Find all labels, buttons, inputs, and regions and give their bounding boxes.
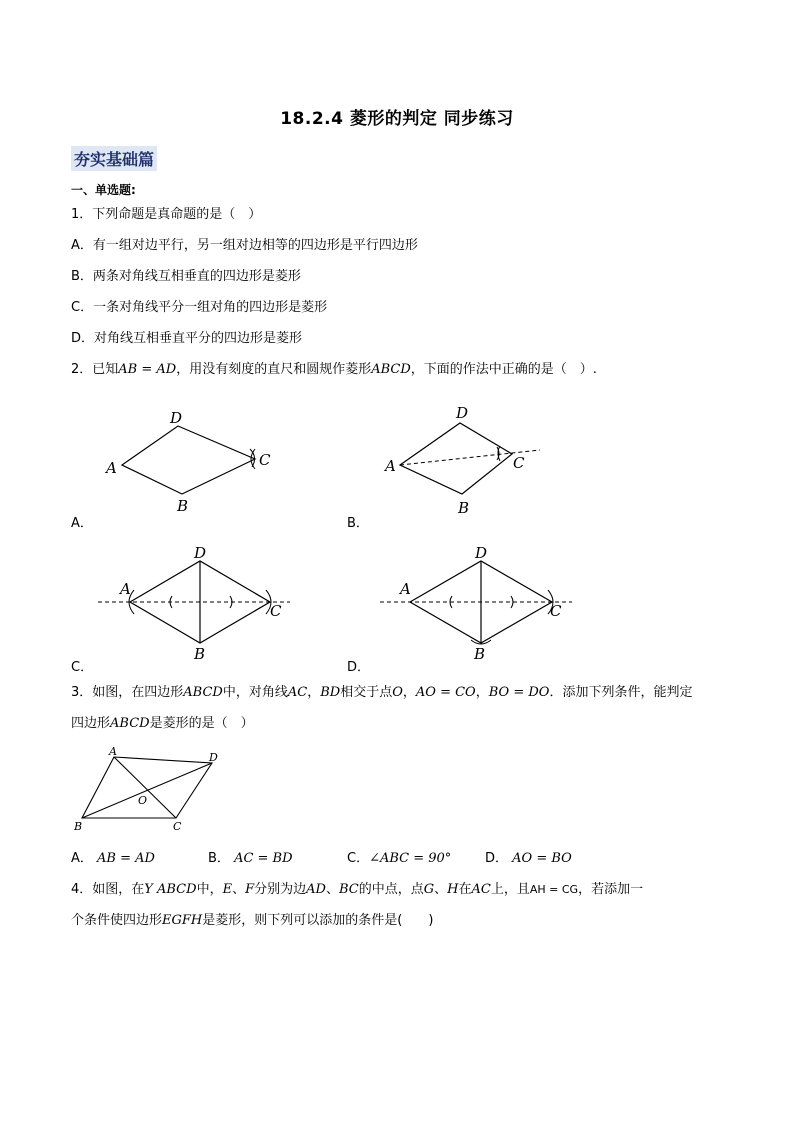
q4-text: 是菱形，则下列可以添加的条件是( ) [202,913,434,928]
vertex-label-a: A [106,459,117,477]
q4-condition: AH = CG [529,883,579,896]
q3-figure [70,745,230,837]
vertex-label-a: A [120,580,131,598]
q3-text: ， [475,685,489,700]
q2-stem-text-c: ，下面的作法中正确的是（ ）. [410,362,597,377]
q3-option-c [347,850,451,868]
q4-math: EGFH [162,913,203,928]
q4-text: 个条件使四边形 [71,913,163,928]
part-heading: 一、单选题: [71,183,136,197]
center-label-o: O [138,794,148,807]
diagonal-bd [82,763,212,818]
q3-text: 相交于点 [340,685,393,700]
q4-text: ，若添加一 [578,882,644,897]
q4-text: 上，且 [490,882,530,897]
quadrilateral-outline [82,757,212,818]
q2-option-b-label: B． [347,516,369,531]
vertex-label-a: A [385,457,396,475]
vertex-label-d: D [456,404,469,422]
q1-option-b: B．两条对角线互相垂直的四边形是菱形 [71,269,301,284]
q3-text: ， [307,685,321,700]
vertex-label-c: C [513,454,525,472]
vertex-label-b: B [458,499,470,517]
q3-math: O [392,685,403,700]
q4-text: 4．如图，在 [71,882,145,897]
page-title: 18.2.4 菱形的判定 同步练习 [280,109,514,129]
option-math: AC = BD [234,851,293,866]
compass-arc [511,596,513,608]
section-heading: 夯实基础篇 [71,146,157,171]
q3-math: ABCD [110,716,150,731]
q2-option-d-label: D． [347,660,371,675]
vertex-label-b: B [474,645,486,663]
q4-text: 的中点，点 [358,882,424,897]
rhombus-outline [122,426,255,494]
vertex-label-c: C [259,451,271,469]
q4-math: H [447,882,459,897]
option-label: C． [347,851,370,866]
q4-math: BC [338,882,359,897]
q2-stem-text-b: ，用没有刻度的直尺和圆规作菱形 [176,362,372,377]
q2-figure-d [372,542,582,664]
q1-option-a: A．有一组对边平行，另一组对边相等的四边形是平行四边形 [71,238,418,253]
q3-text: 3．如图，在四边形 [71,685,184,700]
q2-option-a-label: A． [71,516,93,531]
q3-text: 四边形 [71,716,111,731]
vertex-label-a: A [400,580,411,598]
q4-text: 中， [196,882,223,897]
vertex-label-c: C [270,602,282,620]
q4-math: E [222,882,233,897]
vertex-label-c: C [550,602,562,620]
q2-stem [71,361,597,379]
q4-math: AC [471,882,491,897]
q3-option-d [485,850,572,868]
vertex-label-c: C [173,820,182,833]
q3-option-a [71,850,155,868]
option-math: ∠ABC = 90° [369,851,452,866]
option-math: AO = BO [512,851,572,866]
q2-stem-math-2: ABCD [371,362,411,377]
vertex-label-b: B [177,497,189,515]
q2-figure-b [380,400,550,520]
q3-math: BO = DO [488,685,550,700]
vertex-label-d: D [475,544,488,562]
q4-stem-line-1 [71,881,643,899]
option-label: B． [208,851,230,866]
q1-option-d: D．对角线互相垂直平分的四边形是菱形 [71,331,303,346]
q2-figure-c [90,542,300,664]
q2-stem-text-a: 2．已知 [71,362,119,377]
q3-math: ABCD [183,685,223,700]
q2-figure-a [100,405,290,517]
q1-option-c: C．一条对角线平分一组对角的四边形是菱形 [71,300,328,315]
q4-text: 、 [232,882,246,897]
vertex-label-d: D [170,409,183,427]
q3-math: AC [287,685,308,700]
q4-math: AD [306,882,326,897]
q2-stem-math-1: AB = AD [118,362,177,377]
vertex-label-d: D [194,544,207,562]
q3-math: AO = CO [415,685,476,700]
vertex-label-a: A [109,745,117,758]
vertex-label-b: B [74,820,83,833]
q3-stem-line-2 [71,715,254,733]
q3-option-b [208,850,293,868]
q3-text: 中，对角线 [222,685,288,700]
diagonal-ac [114,757,176,818]
q1-stem: 1．下列命题是真命题的是（ ） [71,207,262,222]
q2-option-c-label: C． [71,660,94,675]
q3-math: BD [320,685,341,700]
vertex-label-b: B [194,645,206,663]
q3-text: 是菱形的是（ ） [149,716,254,731]
q4-math: Y ABCD [144,882,197,897]
option-label: A． [71,851,93,866]
q3-stem-line-1 [71,684,692,702]
q4-math: G [423,882,435,897]
vertex-label-d: D [209,751,218,764]
q3-text: ．添加下列条件，能判定 [549,685,693,700]
option-math: AB = AD [97,851,155,866]
q4-math: F [245,882,255,897]
q4-text: 在 [458,882,472,897]
option-label: D． [485,851,509,866]
q4-text: 、 [434,882,448,897]
q3-text: ， [402,685,416,700]
q4-stem-line-2 [71,912,433,930]
q4-text: 分别为边 [254,882,307,897]
q4-text: 、 [325,882,339,897]
